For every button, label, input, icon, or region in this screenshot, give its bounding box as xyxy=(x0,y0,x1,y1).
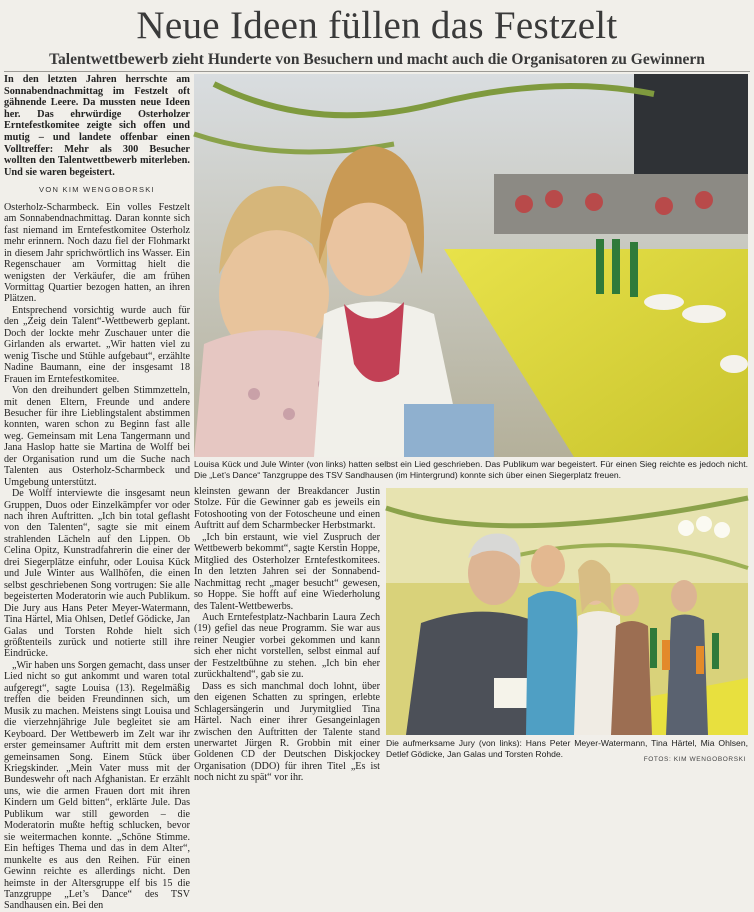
photo-illustration xyxy=(386,488,748,735)
body-paragraph: Osterholz-Scharmbeck. Ein volles Festzelt am Sonnabendnachmittag. Daran konnte sich fast niemand im Erntefestkomitee Osterholz mehr erinnern. Noch dazu fiel der Flohmarkt in diesem Jahr sprichwörtlich ins Wasser. Ein Regenschauer am Vormittag hielt die wenigsten der Verkäufer, die am frühen Vormittag Quartier bezogen hatten, an ihren Plätzen. xyxy=(4,201,190,305)
photo-caption-bottom: Die aufmerksame Jury (von links): Hans Peter Meyer-Watermann, Tina Härtel, Mia Ohlsen, Detlef Gödicke, Jan Galas und Torsten Rohde. xyxy=(386,738,748,759)
headline: Neue Ideen füllen das Festzelt xyxy=(136,4,618,47)
article-column-1 xyxy=(4,74,190,912)
photo-caption-top: Louisa Kück und Jule Winter (von links) hatten selbst ein Lied geschrieben. Das Publikum war begeistert. Für einen Sieg reichte es jedoch nicht. Die „Let’s Dance“ Tanzgruppe des TSV Sandhausen (im Hintergrund) konnte sich über einen Siegerplatz freuen. xyxy=(194,459,748,480)
article-column-2 xyxy=(194,486,380,784)
body-paragraph: Auch Erntefestplatz-Nachbarin Laura Zech (19) gefiel das neue Programm. Sie war aus reiner Neugier vorbei gekommen und kann sich eher nicht vorstellen, selbst einmal auf der Festzeltbühne zu stehen. „Ich bin eher zurückhaltend“, gab sie zu. xyxy=(194,611,380,681)
photo-jury xyxy=(386,488,748,735)
body-paragraph: Entsprechend vorsichtig wurde auch für den „Zeig dein Talent“-Wettbewerb geplant. Doch der lockte mehr Zuschauer unter die Girlanden als erwartet. „Wir hatten viel zu wenig Tische und Stühle aufgebaut“, erzählte Nadine Baumann, eine der insgesamt 18 Frauen im Erntefestkomitee. xyxy=(4,304,190,385)
photo-credit: FOTOS: KIM WENGOBORSKI xyxy=(643,756,746,763)
body-paragraph: De Wolff interviewte die insgesamt neun Gruppen, Duos oder Einzelkämpfer vor oder nach ihren Auftritten. „Ich bin total geflasht von den Talenten“, sagte sie mit einem strahlenden Lächeln auf den Lippen. Ob Celina Opitz, Kunstradfahrerin die einer der drei Siegerplätze einfuhr, oder Louisa Kück und Jule Winter aus Wallhöfen, die einen selbst geschriebenen Song vortrugen: Sie alle begeisterten Moderatorin wie auch Publikum. Die Jury aus Hans Peter Meyer-Watermann, Tina Härtel, Mia Ohlsen, Detlef Gödicke, Jan Galas und Torsten Rohde hielt sich größtenteils zurück und notierte still ihre Eindrücke. xyxy=(4,488,190,660)
photo-illustration xyxy=(194,74,748,457)
divider xyxy=(4,71,750,72)
body-paragraph: Dass es sich manchmal doch lohnt, über den eigenen Schatten zu springen, erlebte Schlagersängerin und Jurymitglied Tina Härtel. Nach einer ihrer Gesangeinlagen zwischen den Auftritten der Talente stand unerwartet Jürgen R. Grobbin mit einer Goldenen CD der Deutschen Diskjockey Organisation (DDO) für ihren Titel „Es ist noch nicht zu spät“ vor ihr. xyxy=(194,680,380,784)
body-paragraph: Von den dreihundert gelben Stimmzetteln, mit denen Eltern, Freunde und andere Besucher für ihre Lieblingstalent abstimmen konnten, waren schon zu Beginn fast alle weg. Gemeinsam mit Lena Tangermann und Jana Haslop hatte sie Martina de Wolff bei der Organisation rund um die Suche nach Talenten aus Osterholz-Scharmbeck und Umgebung unterstützt. xyxy=(4,385,190,488)
body-paragraph: kleinsten gewann der Breakdancer Justin Stolze. Für die Gewinner gab es jeweils ein Fotoshooting von der Fotoscheune und einen Auftritt auf dem Scharmbecker Herbstmarkt. xyxy=(194,486,380,532)
byline: VON KIM WENGOBORSKI xyxy=(39,185,155,195)
article-lead: In den letzten Jahren herrschte am Sonnabendnachmittag im Festzelt oft gähnende Leere. Da mussten neue Ideen her. Das ehrwürdige Osterholzer Erntefestkomitee zeigte sich offen und mutig – und landete offenbar einen Volltreffer: Mehr als 300 Besucher wollten den Talentwettbewerb miterleben. Und sie waren begeistert. xyxy=(4,74,190,178)
body-paragraph: „Wir haben uns Sorgen gemacht, dass unser Lied nicht so gut ankommt und waren total aufgeregt“, sagte Louisa (13). Regelmäßig treffen die beiden Freundinnen sich, um Musik zu machen. Meistens singt Louisa und die vierzehnjährige Jule begleitet sie am Keyboard. Der Wettbewerb im Zelt war ihr erster gemeinsamer Auftritt mit dem ersten gemeinsamen Song. Einem Stück über Kriegskinder. „Mein Vater muss mit der Bundeswehr oft nach Afghanistan. Er erzählt uns, wie die armen Frauen dort mit ihren Kindern um Geld bitten“, erklärte Jule. Das Publikum war still geworden – die Moderatorin mußte heftig schlucken, bevor sie weitermachen konnte. „Schöne Stimme. Ein heftiges Thema und das in dem Alter“, munkelte es aus den Reihen. Für einen Gewinn reichte es allerdings nicht. Den heimste in der Altersgruppe elf bis 15 die Tanzgruppe „Let’s Dance“ des TSV Sandhausen ein. Bei den xyxy=(4,659,190,912)
subheadline: Talentwettbewerb zieht Hunderte von Besuchern und macht auch die Organisatoren zu Gewinnern xyxy=(49,51,705,68)
photo-girls-festival-tent xyxy=(194,74,748,457)
body-paragraph: „Ich bin erstaunt, wie viel Zuspruch der Wettbewerb bekommt“, sagte Kerstin Hoppe, Mitglied des Osterholzer Erntefestkomitees. In den letzten Jahren sei der Sonnabend-Nachmittag recht „mager besucht“ gewesen, so Hoppe. Sie hofft auf eine Wiederholung des Talent-Wettbewerbs. xyxy=(194,531,380,612)
